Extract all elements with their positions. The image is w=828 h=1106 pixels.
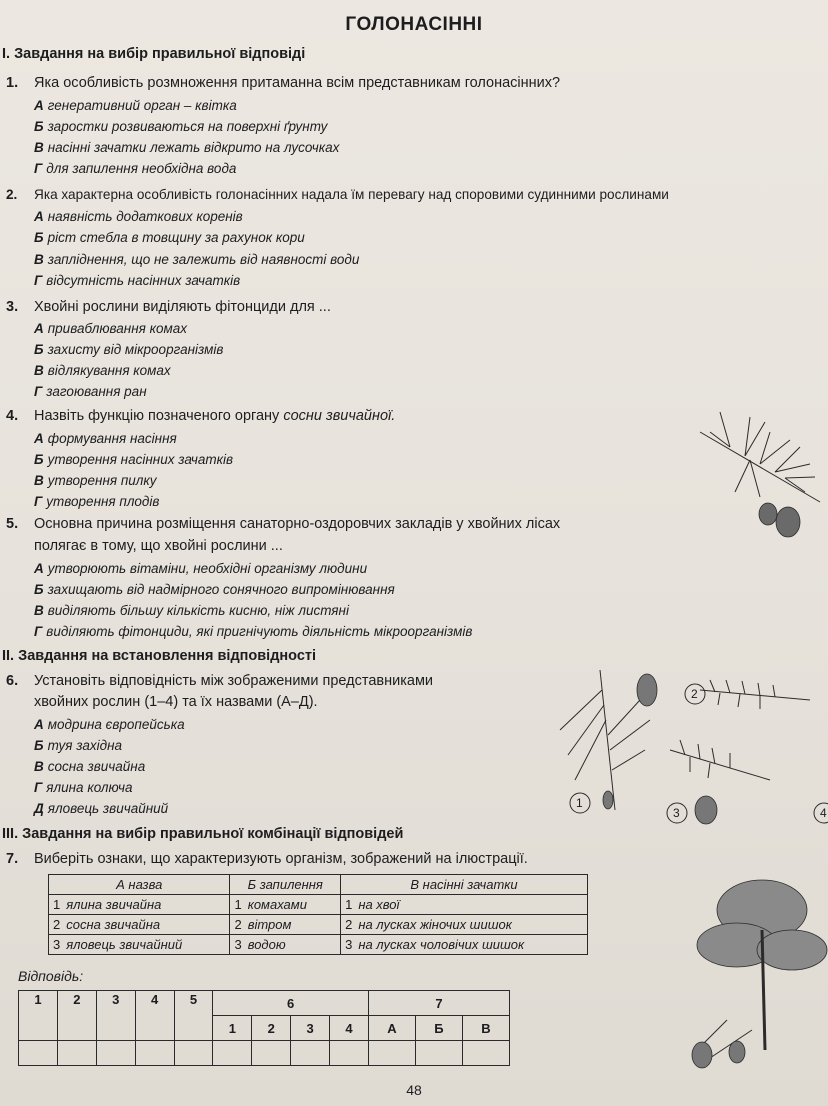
q2-option-a[interactable]: А наявність додаткових коренів <box>34 209 243 224</box>
table-cell: 3 на лусках чоловічих шишок <box>341 935 588 955</box>
question-7-text: Виберіть ознаки, що характеризують організм, зображений на ілюстрації. <box>34 851 528 867</box>
q6-option-c[interactable]: В сосна звичайна <box>34 759 146 774</box>
q4-option-c[interactable]: В утворення пилку <box>34 473 157 488</box>
q6-option-e[interactable]: Д яловець звичайний <box>34 801 169 816</box>
table-cell: 2 вітром <box>230 915 341 935</box>
question-1-text: Яка особливість розмноження притаманна всім представникам голонасінних? <box>34 75 561 91</box>
table-row <box>49 915 588 935</box>
q5-option-c[interactable]: В виділяють більшу кількість кисню, ніж листяні <box>34 603 349 618</box>
answer-sub6-1: 1 <box>213 1016 252 1041</box>
answer-col-6: 6 <box>213 991 369 1016</box>
q1-option-b[interactable]: Б заростки розвиваються на поверхні ґрунту <box>34 119 328 134</box>
question-5 <box>6 515 560 533</box>
answer-col-5: 5 <box>174 991 213 1041</box>
table-row <box>49 895 588 915</box>
q6-option-d[interactable]: Г ялина колюча <box>34 780 133 795</box>
answer-col-2: 2 <box>57 991 96 1041</box>
q4-option-d[interactable]: Г утворення плодів <box>34 494 160 509</box>
table-row <box>49 935 588 955</box>
question-4-species: сосни звичайної. <box>283 408 396 424</box>
answer-grid <box>18 990 510 1066</box>
q6-option-b[interactable]: Б туя західна <box>34 738 123 753</box>
answer-cell[interactable] <box>57 1041 96 1066</box>
conifer-illustrations <box>540 660 828 830</box>
pine-tree-illustration <box>682 870 828 1080</box>
answer-sub7-c: В <box>462 1016 509 1041</box>
answer-sub7-b: Б <box>415 1016 462 1041</box>
question-4 <box>6 407 395 425</box>
table-cell: 1 комахами <box>230 895 341 915</box>
table-cell: 2 на лусках жіночих шишок <box>341 915 588 935</box>
answer-col-7: 7 <box>368 991 509 1016</box>
answer-label: Відповідь: <box>18 968 84 984</box>
answer-cell[interactable] <box>330 1041 369 1066</box>
q5-option-b[interactable]: Б захищають від надмірного сонячного випромінювання <box>34 582 395 597</box>
header-name: А назва <box>49 875 230 895</box>
answer-cell[interactable] <box>252 1041 291 1066</box>
answer-cell[interactable] <box>19 1041 58 1066</box>
answer-grid-header <box>19 991 510 1016</box>
section-2-heading: ІІ. Завдання на встановлення відповідності <box>2 648 317 664</box>
header-ovules: В насінні зачатки <box>341 875 588 895</box>
question-6-text-line2: хвойних рослин (1–4) та їх назвами (А–Д). <box>34 694 318 710</box>
q1-option-c[interactable]: В насінні зачатки лежать відкрито на лусочках <box>34 140 340 155</box>
question-4-number: 4. <box>6 408 19 424</box>
combination-table <box>48 874 588 955</box>
q4-option-b[interactable]: Б утворення насінних зачатків <box>34 452 234 467</box>
q1-option-d[interactable]: Г для запилення необхідна вода <box>34 161 237 176</box>
table-cell: 2 сосна звичайна <box>49 915 230 935</box>
table-cell: 3 яловець звичайний <box>49 935 230 955</box>
answer-sub6-4: 4 <box>330 1016 369 1041</box>
question-3 <box>6 298 331 316</box>
question-5-line2 <box>34 537 283 555</box>
q5-option-d[interactable]: Г виділяють фітонциди, які пригнічують діяльність мікроорганізмів <box>34 624 473 639</box>
question-3-number: 3. <box>6 299 19 315</box>
question-4-text: Назвіть функцію позначеного органу <box>34 408 284 424</box>
question-5-text-line1: Основна причина розміщення санаторно-оздоровчих закладів у хвойних лісах <box>34 516 561 532</box>
page-title: ГОЛОНАСІННІ <box>345 14 483 35</box>
q3-option-d[interactable]: Г загоювання ран <box>34 384 147 399</box>
answer-col-4: 4 <box>135 991 174 1041</box>
figure-label-1: 1 <box>576 796 583 810</box>
answer-cell[interactable] <box>213 1041 252 1066</box>
answer-col-1: 1 <box>19 991 58 1041</box>
answer-col-3: 3 <box>96 991 135 1041</box>
pine-branch-illustration <box>690 392 828 552</box>
figure-label-4: 4 <box>820 806 827 820</box>
answer-input-row <box>19 1041 510 1066</box>
answer-cell[interactable] <box>96 1041 135 1066</box>
q2-option-c[interactable]: В запліднення, що не залежить від наявності води <box>34 252 360 267</box>
question-6-text-line1: Установіть відповідність між зображеними представниками <box>34 673 434 689</box>
table-cell: 1 на хвої <box>341 895 588 915</box>
combination-table-header <box>49 875 588 895</box>
answer-cell[interactable] <box>291 1041 330 1066</box>
question-1-number: 1. <box>6 75 19 91</box>
answer-sub7-a: А <box>368 1016 415 1041</box>
answer-sub6-2: 2 <box>252 1016 291 1041</box>
section-3-heading: ІІІ. Завдання на вибір правильної комбінації відповідей <box>2 826 404 842</box>
question-2-text: Яка характерна особливість голонасінних надала їм перевагу над споровими судинними рослинами <box>34 187 669 202</box>
q3-option-a[interactable]: А приваблювання комах <box>34 321 187 336</box>
question-7 <box>6 850 528 868</box>
q5-option-a[interactable]: А утворюють вітаміни, необхідні організму людини <box>34 561 368 576</box>
question-5-text-line2: полягає в тому, що хвойні рослини ... <box>34 538 283 554</box>
question-2-number: 2. <box>6 187 18 202</box>
question-3-text: Хвойні рослини виділяють фітонциди для ... <box>34 299 331 315</box>
q3-option-b[interactable]: Б захисту від мікроорганізмів <box>34 342 224 357</box>
question-2 <box>6 186 669 204</box>
answer-cell[interactable] <box>462 1041 509 1066</box>
q2-option-d[interactable]: Г відсутність насінних зачатків <box>34 273 241 288</box>
q3-option-c[interactable]: В відлякування комах <box>34 363 171 378</box>
answer-cell[interactable] <box>415 1041 462 1066</box>
question-5-number: 5. <box>6 516 19 532</box>
answer-cell[interactable] <box>135 1041 174 1066</box>
question-1 <box>6 74 560 92</box>
answer-cell[interactable] <box>368 1041 415 1066</box>
question-6 <box>6 672 433 690</box>
table-cell: 3 водою <box>230 935 341 955</box>
page-number: 48 <box>406 1082 422 1098</box>
answer-sub6-3: 3 <box>291 1016 330 1041</box>
figure-label-2: 2 <box>691 687 698 701</box>
q2-option-b[interactable]: Б ріст стебла в товщину за рахунок кори <box>34 230 305 245</box>
q6-option-a[interactable]: А модрина європейська <box>34 717 185 732</box>
q1-option-a[interactable]: А генеративний орган – квітка <box>34 98 237 113</box>
q4-option-a[interactable]: А формування насіння <box>34 431 177 446</box>
answer-cell[interactable] <box>174 1041 213 1066</box>
question-6-line2 <box>34 693 318 711</box>
question-6-number: 6. <box>6 673 19 689</box>
question-7-number: 7. <box>6 851 19 867</box>
pine-cone-icon <box>759 503 800 537</box>
figure-label-3: 3 <box>673 806 680 820</box>
section-1-heading: І. Завдання на вибір правильної відповіді <box>2 46 306 62</box>
table-cell: 1 ялина звичайна <box>49 895 230 915</box>
header-pollination: Б запилення <box>230 875 341 895</box>
